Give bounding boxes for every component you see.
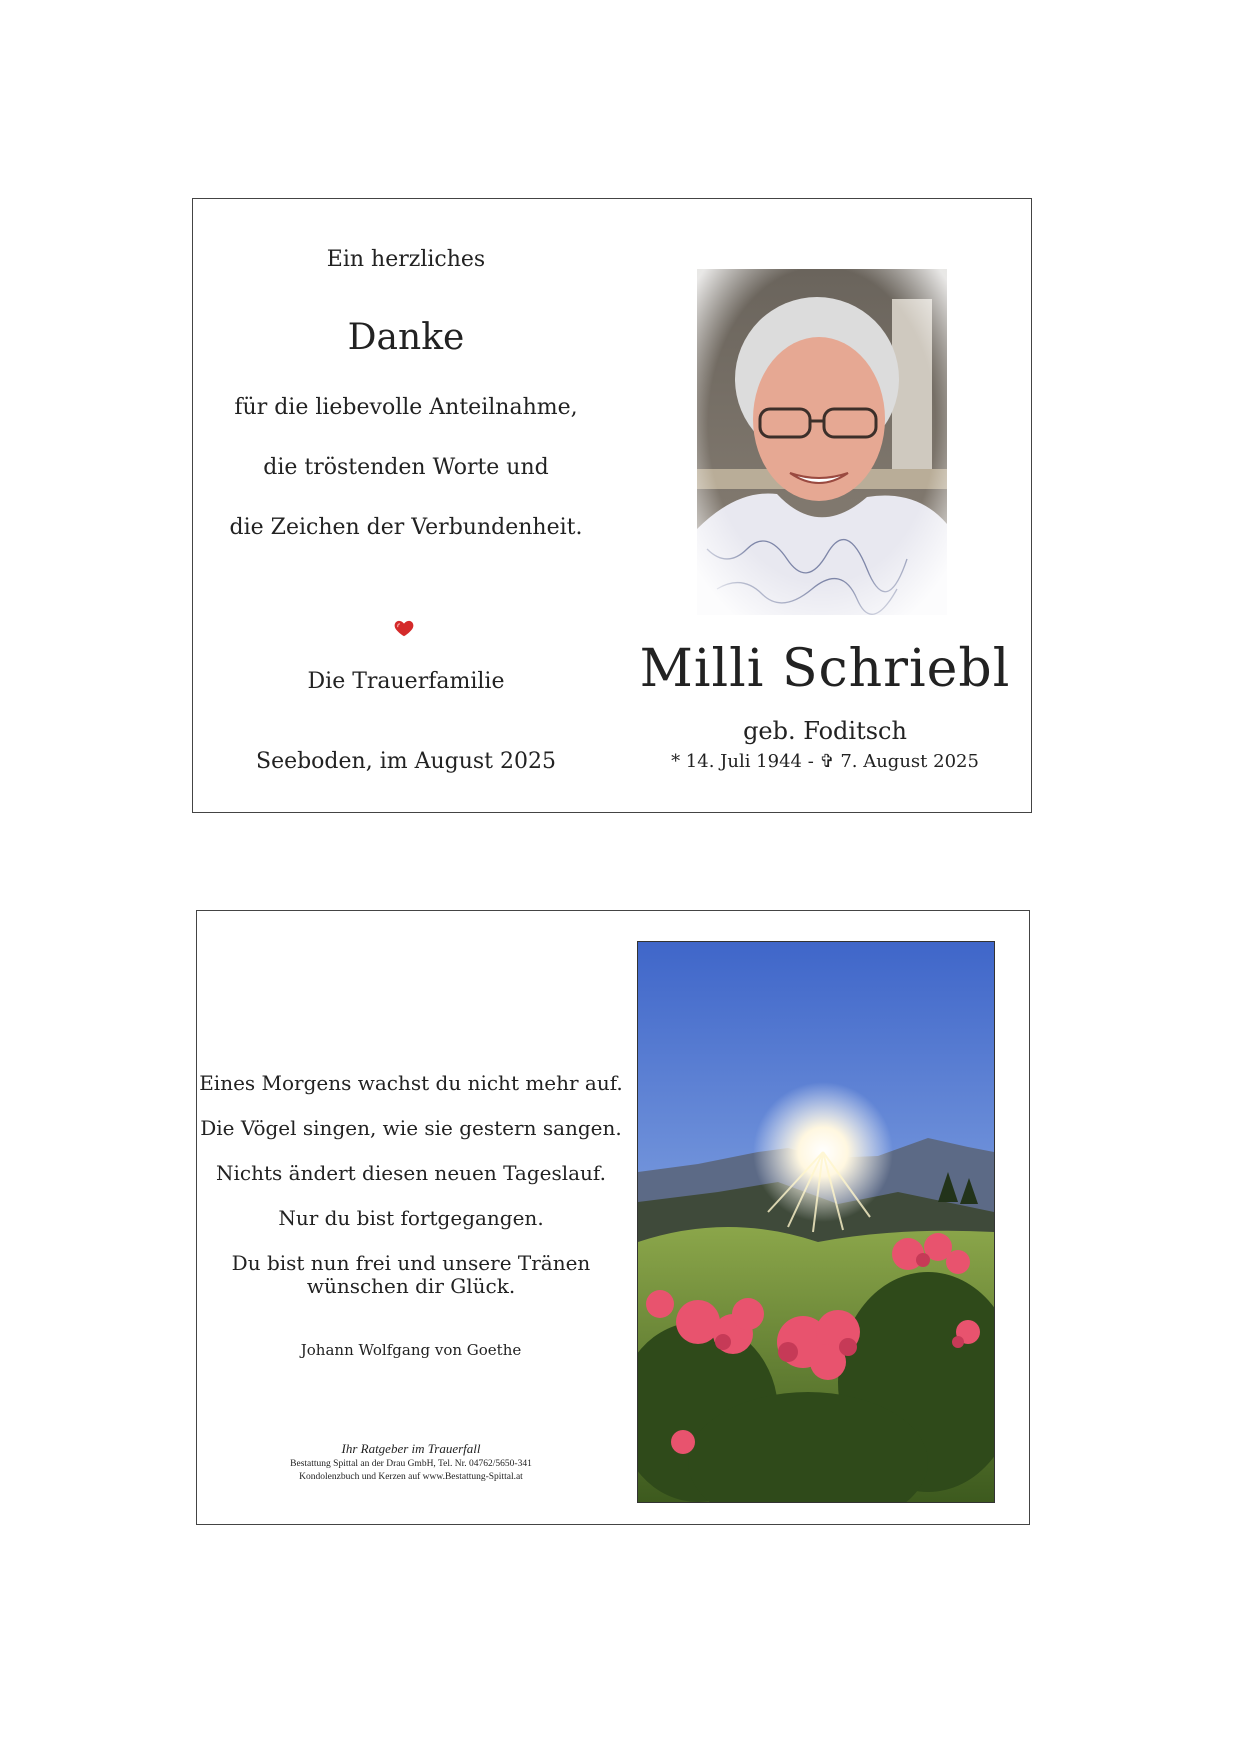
thank-you-card-front	[192, 198, 1032, 813]
funeral-home-contact: Bestattung Spittal an der Drau GmbH, Tel. Nr. 04762/5650-341	[290, 1459, 532, 1469]
maiden-name: geb. Foditsch	[743, 717, 907, 745]
greeting-text: Ein herzliches	[326, 247, 486, 272]
thanks-line-1: für die liebevolle Anteilnahme,	[234, 395, 578, 420]
poem-line-1: Eines Morgens wachst du nicht mehr auf.	[199, 1071, 623, 1095]
poem-line-5: Du bist nun frei und unsere Tränen	[231, 1251, 591, 1275]
funeral-home-website: Kondolenzbuch und Kerzen auf www.Bestattung-Spittal.at	[299, 1472, 523, 1482]
funeral-home-slogan: Ihr Ratgeber im Trauerfall	[341, 1441, 481, 1456]
mountain-landscape-photo	[637, 941, 995, 1503]
poem-line-6: wünschen dir Glück.	[306, 1274, 516, 1298]
heart-icon	[393, 617, 415, 639]
portrait-photo	[697, 269, 947, 615]
thank-you-card-back	[196, 910, 1030, 1525]
poem-line-2: Die Vögel singen, wie sie gestern sangen.	[200, 1116, 622, 1140]
poem-author: Johann Wolfgang von Goethe	[300, 1341, 522, 1359]
place-date-text: Seeboden, im August 2025	[255, 749, 557, 774]
signature-text: Die Trauerfamilie	[307, 669, 505, 694]
thanks-line-3: die Zeichen der Verbundenheit.	[229, 515, 583, 540]
deceased-name: Milli Schriebl	[639, 639, 1011, 699]
thanks-heading: Danke	[347, 317, 465, 358]
poem-line-4: Nur du bist fortgegangen.	[278, 1206, 544, 1230]
poem-line-3: Nichts ändert diesen neuen Tageslauf.	[216, 1161, 606, 1185]
thanks-line-2: die tröstenden Worte und	[263, 455, 549, 480]
life-dates: * 14. Juli 1944 - ✞ 7. August 2025	[671, 751, 979, 772]
